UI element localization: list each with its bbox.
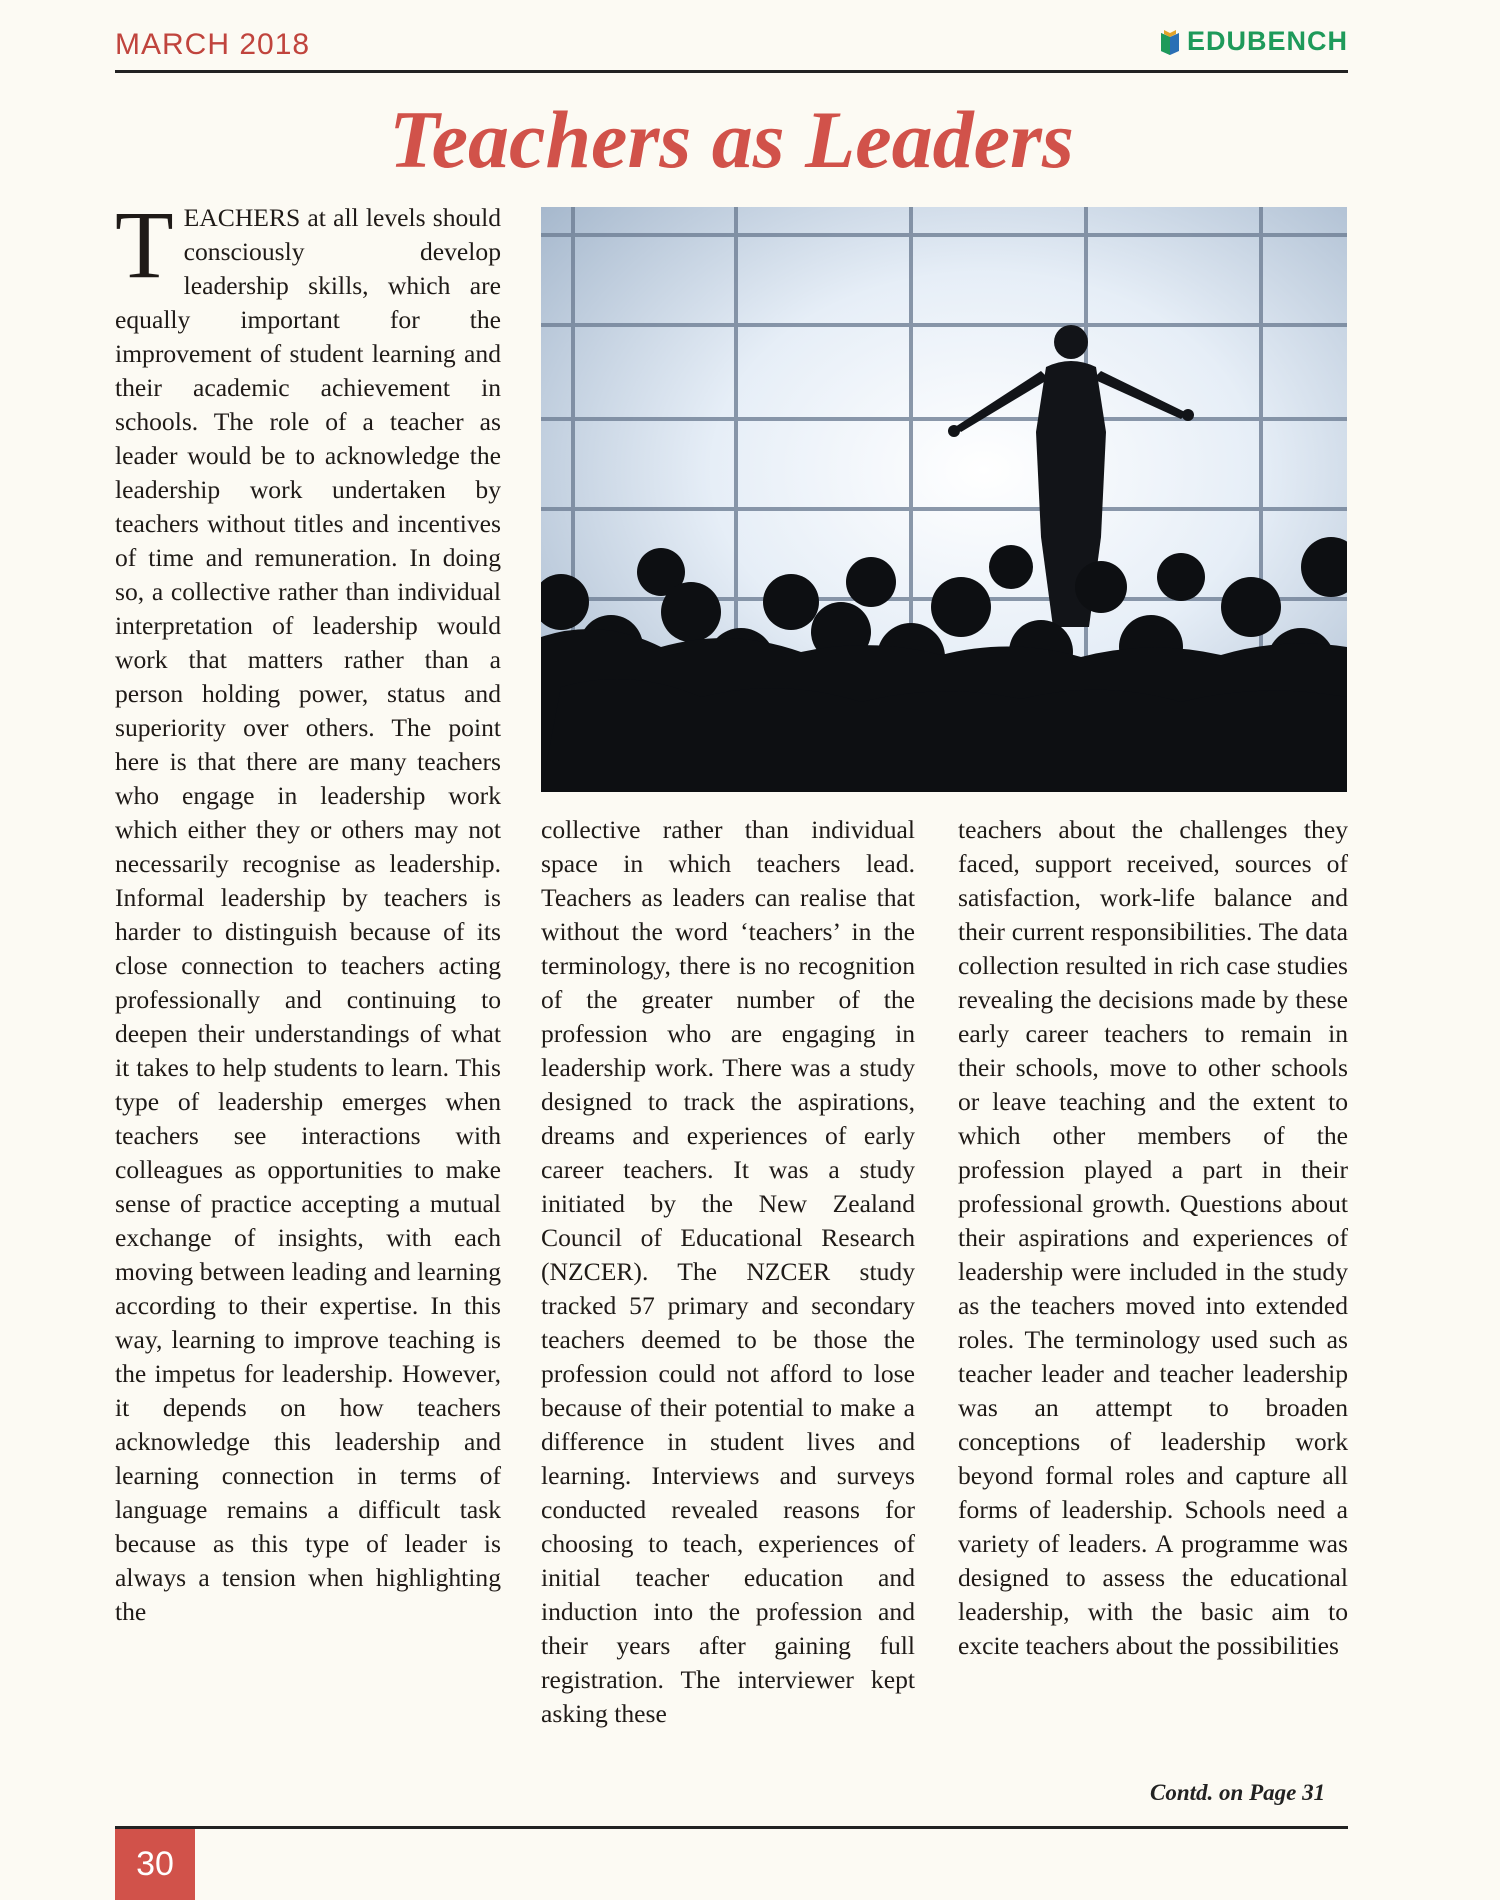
speaker-audience-photo — [541, 207, 1347, 792]
article-title: Teachers as Leaders — [389, 94, 1074, 185]
article-column-3: teachers about the challenges they faced, support received, sources of satisfaction, work-life balance and their current responsibilities. The data collection resulted in rich case studies revealing the decisions made by these early career teachers to remain in their schools, move to other schools or leave teaching and the extent to which other members of the profession played a part in their professional growth. Questions about their aspirations and experiences of leadership were included in the study as the teachers moved into extended roles. The terminology used such as teacher leader and teacher leadership was an attempt to broaden conceptions of leadership work beyond formal roles and capture all forms of leadership. Schools need a variety of leaders. A programme was designed to assess the educational leadership, with the basic aim to excite teachers about the possibilities — [958, 815, 1348, 1660]
page-number: 30 — [115, 1829, 195, 1900]
drop-cap: T — [115, 191, 174, 298]
article-column-2: collective rather than individual space in which teachers lead. Teachers as leaders can realise that without the word ‘teachers’ in the terminology, there is no recognition of the greater number of the profession who are engaging in leadership work. There was a study designed to track the aspirations, dreams and experiences of early career teachers. It was a study initiated by the New Zealand Council of Educational Research (NZCER). The NZCER study tracked 57 primary and secondary teachers deemed to be those the profession could not afford to lose because of their potential to make a difference in student lives and learning. Interviews and surveys conducted revealed reasons for choosing to teach, experiences of initial teacher education and induction into the profession and their years after gaining full registration. The interviewer kept asking these — [541, 815, 915, 1728]
article-column-1 — [115, 191, 501, 1629]
book-logo-icon — [1159, 29, 1181, 55]
header-rule — [115, 70, 1348, 73]
issue-date: MARCH 2018 — [115, 28, 311, 61]
brand-name: EDUBENCH — [1186, 26, 1348, 56]
column-1-text: EACHERS at all levels should consciously develop leadership skills, which are equally important for the improvement of student learning and their academic achievement in schools. The role of a teacher as leader would be to acknowledge the leadership work undertaken by teachers without titles and incentives of time and remuneration. In doing so, a collective rather than individual interpretation of leadership would work that matters rather than a person holding power, status and superiority over others. The point here is that there are many teachers who engage in leadership work which either they or others may not necessarily recognise as leadership. Informal leadership by teachers is harder to distinguish because of its close connection to teachers acting professionally and continuing to deepen their understandings of what it takes to help students to learn. This type of leadership emerges when teachers see interactions with colleagues as opportunities to make sense of practice accepting a mutual exchange of insights, with each moving between leading and learning according to their expertise. In this way, learning to improve teaching is the impetus for leadership. However, it depends on how teachers acknowledge this leadership and learning connection in terms of language remains a difficult task because as this type of leader is always a tension when highlighting the — [115, 203, 501, 1626]
continued-note: Contd. on Page 31 — [1150, 1780, 1326, 1805]
footer-rule — [115, 1826, 1348, 1829]
brand-logo — [1159, 26, 1348, 57]
